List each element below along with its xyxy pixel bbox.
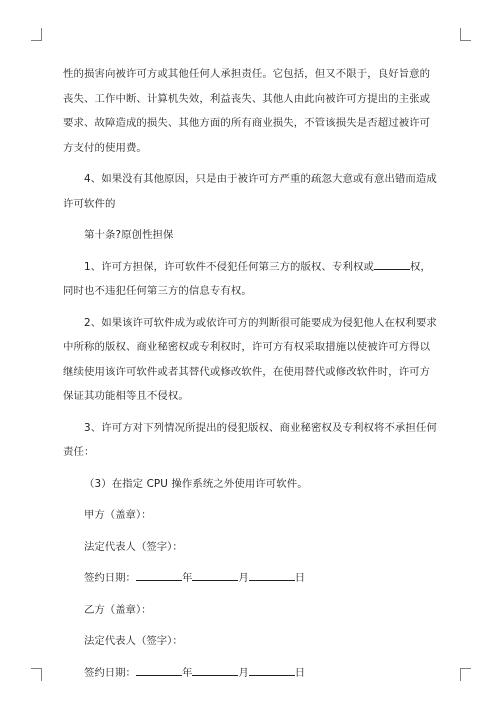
day-blank[interactable] [249,568,295,581]
party-b-signing-date [63,661,438,686]
year-label: 年 [181,572,193,584]
party-a-signing-date [63,566,438,591]
paragraph-guarantee-3: 3、许可方对下列情况所提出的侵犯版权、商业秘密权及专利权将不承担任何责任： [63,421,437,458]
party-a-legal-representative: 法定代表人（签字）： [84,540,183,553]
month-label: 月 [238,572,249,584]
party-b-seal: 乙方（盖章）： [84,603,152,616]
day-label: 日 [294,666,306,679]
year-blank[interactable] [136,663,182,676]
paragraph-guarantee-1-end: 权，同时也不违犯任何第三方的信息专有权。 [63,260,431,297]
paragraph-guarantee-1-start: 1、许可方担保，许可软件不侵犯任何第三方的版权、专利权或 [84,260,374,273]
day-blank[interactable] [249,663,295,676]
crop-mark-bottom-left [31,668,42,681]
day-label: 日 [294,572,306,584]
paragraph-guarantee-2: 2、如果该许可软件成为或依许可方的判断很可能要成为侵犯他人在权利要求中所称的版权、商业秘密权或专利权时，许可方有权采取措施以使被许可方得以继续使用该许可软件或者其替代或修改软件，在使用替代或修改软件时，许可方保证其功能相等且不侵权。 [63,316,437,402]
fill-in-blank[interactable] [374,257,410,270]
year-blank[interactable] [136,568,182,581]
month-blank[interactable] [192,568,238,581]
signing-date-label: 签约日期： [84,572,136,584]
section-heading: 第十条?原创性担保 [84,229,174,241]
signing-date-label: 签约日期： [84,666,136,679]
party-a-seal: 甲方（盖章）： [84,509,152,521]
paragraph-item-4: 4、如果没有其他原因，只是由于被许可方严重的疏忽大意或有意出错而造成许可软件的 [63,173,437,210]
crop-mark-bottom-right [460,668,471,681]
party-b-legal-representative: 法定代表人（签字）： [84,635,183,647]
crop-mark-top-left [31,28,42,41]
document-body [63,62,438,692]
crop-mark-top-right [460,28,471,41]
paragraph-guarantee-1 [63,255,438,304]
year-label: 年 [181,666,193,679]
paragraph-continuation: 性的损害向被许可方或其他任何人承担责任。它包括，但又不限于，良好旨意的丧失、工作中断、计算机失效，利益丧失、其他人由此向被许可方提出的主张或要求、故障造成的损失、其他方面的所有商业损失，不管该损失是否超过被许可方支付的使用费。 [63,68,431,154]
paragraph-guarantee-3-item-3: （3）在指定 CPU 操作系统之外使用许可软件。 [84,477,308,490]
month-label: 月 [238,666,249,679]
month-blank[interactable] [192,663,238,676]
